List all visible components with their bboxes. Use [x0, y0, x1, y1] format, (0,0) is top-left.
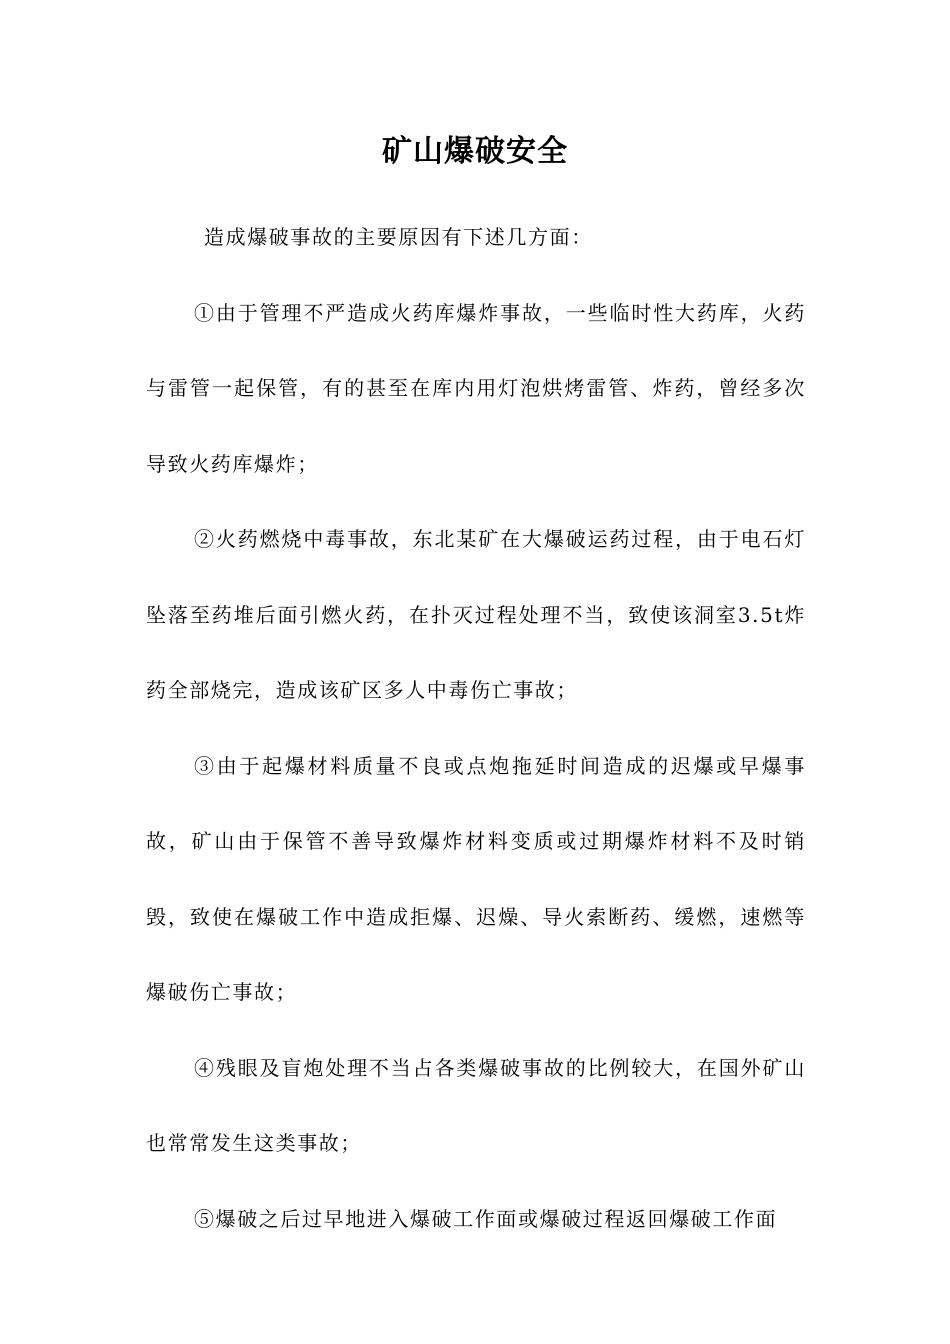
document-body [146, 200, 806, 1257]
cause-paragraph-4: ④残眼及盲炮处理不当占各类爆破事故的比例较大，在国外矿山也常常发生这类事故； [146, 1055, 806, 1155]
intro-paragraph: 造成爆破事故的主要原因有下述几方面： [204, 225, 593, 249]
cause-paragraph-5: ⑤爆破之后过早地进入爆破工作面或爆破过程返回爆破工作面 [194, 1206, 778, 1231]
cause-paragraph-2: ②火药燃烧中毒事故，东北某矿在大爆破运药过程，由于电石灯坠落至药堆后面引燃火药，在扑灭过程处理不当，致使该洞室3.5t炸药全部烧完，造成该矿区多人中毒伤亡事故； [146, 527, 806, 702]
document-title: 矿山爆破安全 [382, 134, 568, 169]
cause-paragraph-1: ①由于管理不严造成火药库爆炸事故，一些临时性大药库，火药与雷管一起保管，有的甚至在库内用灯泡烘烤雷管、炸药，曾经多次导致火药库爆炸； [146, 300, 806, 476]
cause-paragraph-3: ③由于起爆材料质量不良或点炮拖延时间造成的迟爆或早爆事故，矿山由于保管不善导致爆炸材料变质或过期爆炸材料不及时销毁，致使在爆破工作中造成拒爆、迟燥、导火索断药、缓燃，速燃等爆破伤亡事故； [146, 753, 806, 1004]
